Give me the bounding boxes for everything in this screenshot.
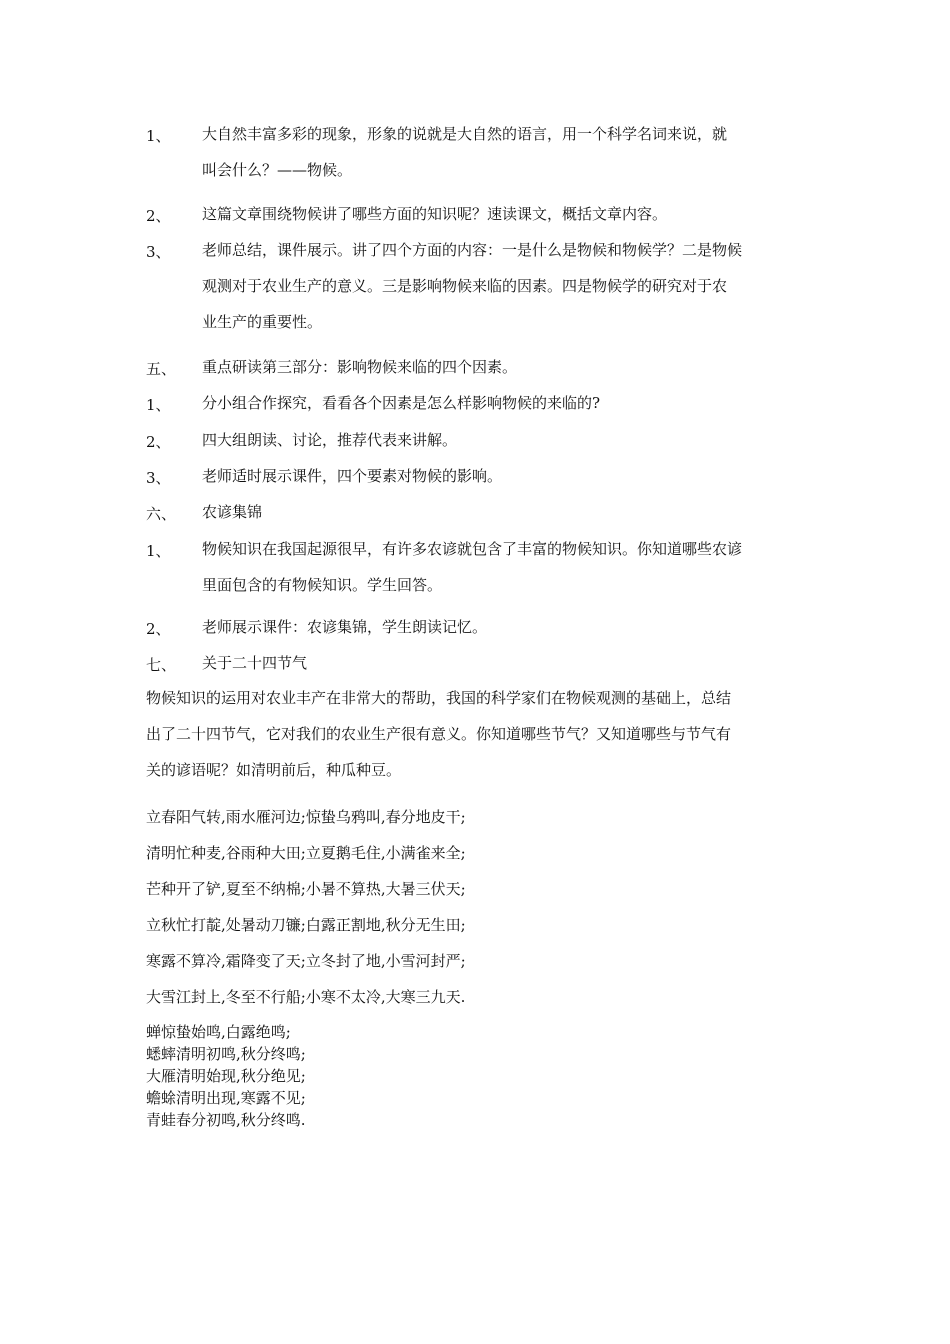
item-number: 1、 [146,542,171,560]
list-item: 蟋蟀清明初鸣,秋分终鸣; [146,1045,306,1063]
text-line: 叫会什么？——物候。 [202,161,353,179]
item-number: 2、 [146,433,171,451]
text-line: 老师总结，课件展示。讲了四个方面的内容：一是什么是物候和物候学？二是物候 [202,241,743,259]
proverb-line: 清明忙种麦,谷雨种大田;立夏鹅毛住,小满雀来全; [146,844,466,862]
item-number: 2、 [146,620,171,638]
body-paragraph [146,680,816,788]
proverb-line: 大雪江封上,冬至不行船;小寒不太冷,大寒三九天. [146,988,466,1006]
proverb-line: 立秋忙打靛,处暑动刀镰;白露正割地,秋分无生田; [146,916,466,934]
text-line: 业生产的重要性。 [202,313,323,331]
list-item: 蝉惊蛰始鸣,白露绝鸣; [146,1023,291,1041]
text-line: 分小组合作探究，看看各个因素是怎么样影响物候的来临的? [202,394,601,412]
item-text [202,422,812,458]
list-item: 大雁清明始现,秋分绝见; [146,1067,306,1085]
item-number: 3、 [146,469,171,487]
item-number: 七、 [146,656,177,674]
list-item: 蟾蜍清明出现,寒露不见; [146,1089,306,1107]
item-number: 1、 [146,127,171,145]
text-line: 物候知识的运用对农业丰产在非常大的帮助，我国的科学家们在物候观测的基础上，总结 [146,689,732,707]
proverb-line: 立春阳气转,雨水雁河边;惊蛰乌鸦叫,春分地皮干; [146,808,466,826]
item-number: 2、 [146,207,171,225]
item-text [202,609,812,645]
item-text [202,349,812,385]
text-line: 这篇文章围绕物候讲了哪些方面的知识呢？速读课文，概括文章内容。 [202,205,668,223]
item-text [202,196,812,232]
item-number: 1、 [146,396,171,414]
item-number: 六、 [146,505,177,523]
list-item: 青蛙春分初鸣,秋分终鸣. [146,1111,306,1129]
text-line: 关于二十四节气 [202,654,308,672]
text-line: 出了二十四节气，它对我们的农业生产很有意义。你知道哪些节气？又知道哪些与节气有 [146,725,732,743]
text-line: 农谚集锦 [202,503,263,521]
text-line: 物候知识在我国起源很早，有许多农谚就包含了丰富的物候知识。你知道哪些农谚 [202,540,743,558]
item-text [202,531,812,603]
text-line: 老师适时展示课件，四个要素对物候的影响。 [202,467,503,485]
text-line: 关的谚语呢？如清明前后，种瓜种豆。 [146,761,402,779]
item-text [202,645,812,681]
text-line: 老师展示课件：农谚集锦，学生朗读记忆。 [202,618,488,636]
item-number: 3、 [146,243,171,261]
item-number: 五、 [146,360,177,378]
item-text [202,494,812,530]
phenology-list [146,1021,306,1131]
text-line: 四大组朗读、讨论，推荐代表来讲解。 [202,431,458,449]
item-text [202,385,812,421]
text-line: 观测对于农业生产的意义。三是影响物候来临的因素。四是物候学的研究对于农 [202,277,728,295]
text-line: 大自然丰富多彩的现象，形象的说就是大自然的语言，用一个科学名词来说，就 [202,125,728,143]
text-line: 里面包含的有物候知识。学生回答。 [202,576,443,594]
proverb-line: 芒种开了铲,夏至不纳棉;小暑不算热,大暑三伏天; [146,880,466,898]
proverb-line: 寒露不算冷,霜降变了天;立冬封了地,小雪河封严; [146,952,466,970]
item-text [202,458,812,494]
item-text [202,116,812,188]
item-text [202,232,812,340]
text-line: 重点研读第三部分：影响物候来临的四个因素。 [202,358,518,376]
